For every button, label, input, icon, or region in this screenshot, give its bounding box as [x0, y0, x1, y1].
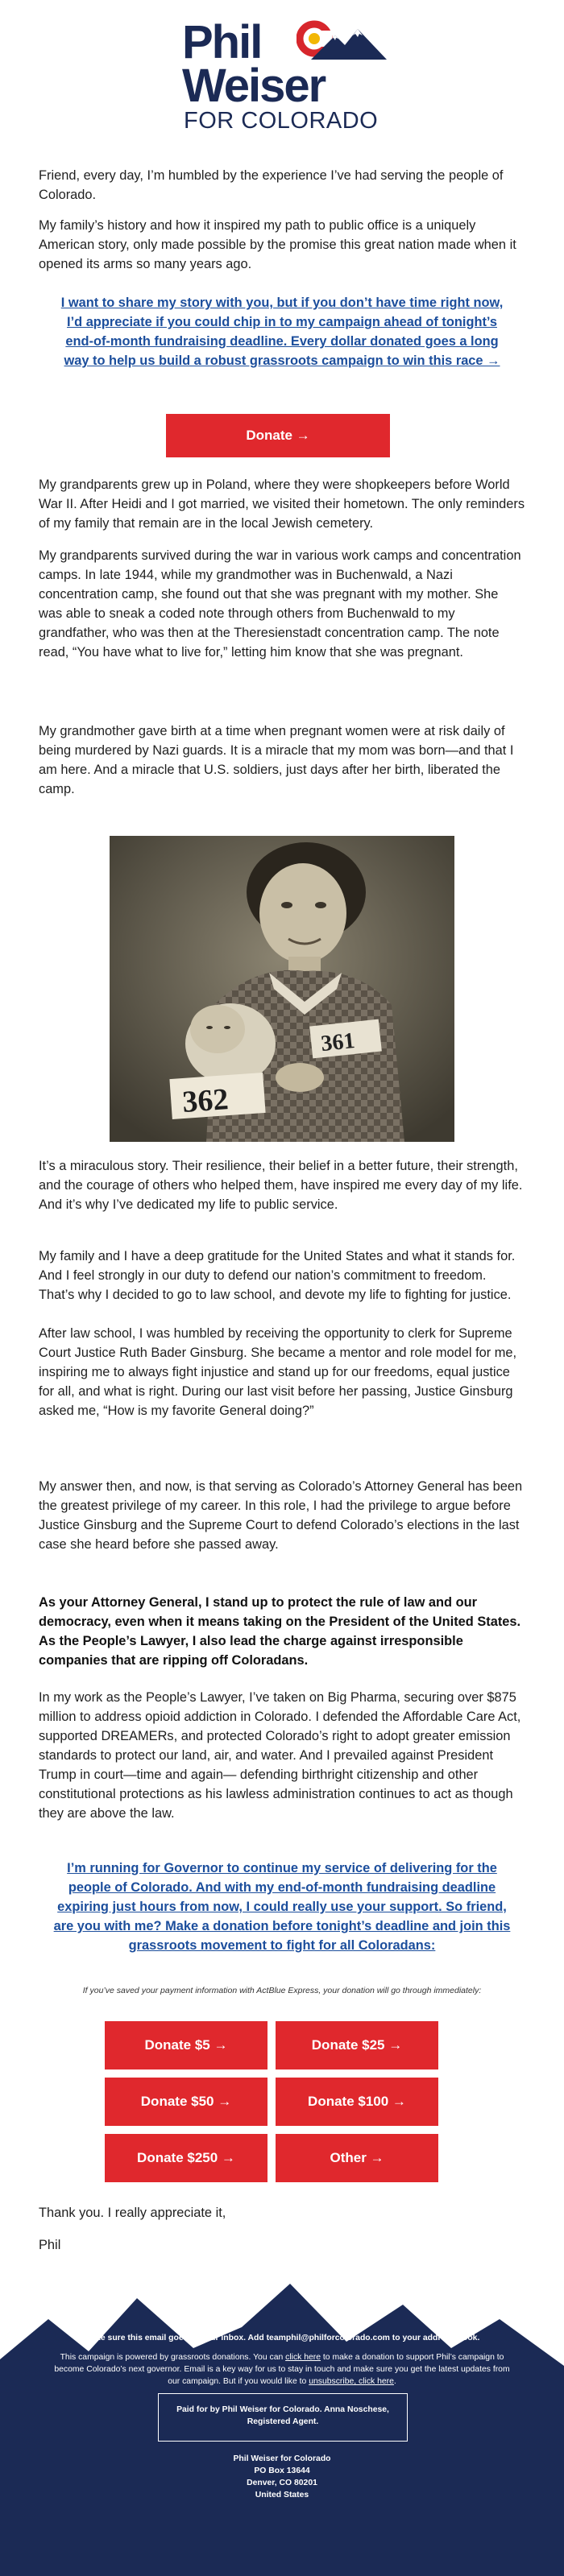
footer-unsubscribe-link[interactable]: unsubscribe, click here [309, 2377, 394, 2386]
photo-tag-top: 361 [319, 1028, 356, 1057]
footer-donate-link[interactable]: click here [285, 2353, 321, 2362]
story-paragraph-peoples-lawyer: In my work as the People’s Lawyer, I’ve taken on Big Pharma, securing over $875 million to address opioid addiction in Colorado. I defended the Affordable Care Act, supported DREAMERs, and protected Colorado’s right to adopt greater emission standards to protect our land, air, and water. And I prevailed against President Trump in court—time and again— defending birthright citizenship and other constitutional protections as his lawless administration continues to act as though they are above the law. [39, 1690, 521, 1821]
footer-address-line-2: PO Box 13644 [254, 2466, 310, 2475]
grandmother-and-baby-photo [110, 836, 454, 1142]
closing-thanks: Thank you. I really appreciate it, [39, 2206, 226, 2220]
donate-other-button[interactable]: Other → [276, 2134, 438, 2182]
donate-100-button[interactable]: Donate $100 → [276, 2078, 438, 2126]
actblue-express-note: If you’ve saved your payment information with ActBlue Express, your donation will go through immediately: [82, 1986, 482, 1995]
story-paragraph-camps: My grandparents survived during the war in various work camps and concentration camps. In late 1944, while my grandmother was in Buchenwald, a Nazi concentration camp, she found out that she was pregnant with my mother. She was able to sneak a coded note through others from Buchenwald to my grandfather, who was then at the Theresienstadt concentration camp. The note read, “You have what to live for,” letting him know that she was pregnant. [39, 548, 521, 660]
story-paragraph-resilience: It’s a miraculous story. Their resilience, their belief in a better future, their strength, and the courage of others who helped them, have inspired me every day of my life. And it’s why I’ve dedicated my life to public service. [39, 1159, 523, 1212]
footer-grassroots-paragraph [48, 2351, 516, 2388]
footer-grassroots-text-a: This campaign is powered by grassroots donations. You can [60, 2353, 286, 2362]
logo-line-for-colorado: FOR COLORADO [184, 108, 379, 134]
paid-for-disclaimer: Paid for by Phil Weiser for Colorado. Anna Noschese, Registered Agent. [176, 2405, 389, 2426]
governor-donation-link[interactable]: I’m running for Governor to continue my service of delivering for the people of Colorado. And with my end-of-month fundraising deadline expiring just hours from now, I could really use your support. So friend, are you with me? Make a donation before tonight’s deadline and join this grassroots movement to fight for all Coloradans: [53, 1861, 511, 1953]
donate-button[interactable]: Donate → [166, 414, 390, 457]
logo-line-phil: Phil [182, 16, 262, 68]
paid-for-disclaimer-box [158, 2393, 408, 2442]
footer-inbox-notice: Make sure this email goes to your inbox. Add teamphil@philforcolorado.com to your address book. [84, 2334, 480, 2342]
chip-in-link[interactable]: I want to share my story with you, but if you don’t have time right now, I’d appreciate if you could chip in to my campaign ahead of tonight’s end-of-month fundraising deadline. Every dollar donated goes a long way to help us build a robust grassroots campaign to win this race → [60, 296, 504, 368]
footer-grassroots-text-c: . [393, 2377, 396, 2386]
footer-address-line-3: Denver, CO 80201 [247, 2479, 317, 2487]
story-paragraph-attorney-general: My answer then, and now, is that serving as Colorado’s Attorney General has been the greatest privilege of my career. In this role, I had the privilege to argue before Justice Ginsburg and the Supreme Court to defend Colorado’s elections in the last case she heard before she passed away. [39, 1479, 523, 1552]
logo-line-weiser: Weiser [182, 60, 326, 112]
story-paragraph-birth: My grandmother gave birth at a time when pregnant women were at risk daily of being murdered by Nazi guards. It is a miracle that my mom was born—and that I am here. And a miracle that U.S. soldiers, just days after her birth, liberated the camp. [39, 724, 514, 796]
donate-5-button[interactable]: Donate $5 → [105, 2021, 267, 2069]
photo-tag-bottom: 362 [180, 1082, 230, 1120]
closing-signoff: Phil [39, 2238, 61, 2252]
footer-address-line-4: United States [255, 2491, 309, 2500]
intro-paragraph-1: Friend, every day, I’m humbled by the experience I’ve had serving the people of Colorado. [39, 168, 504, 202]
colorado-mountain-emblem-icon [297, 18, 393, 66]
footer-address-block [48, 2453, 516, 2501]
story-paragraph-bold-pledge: As your Attorney General, I stand up to protect the rule of law and our democracy, even when it means taking on the President of the United States. As the People’s Lawyer, I also lead the charge against irresponsible companies that are ripping off Coloradans. [39, 1595, 521, 1668]
footer-address-line-1: Phil Weiser for Colorado [233, 2454, 331, 2463]
family-historical-photo [110, 836, 454, 1142]
donate-250-button[interactable]: Donate $250 → [105, 2134, 267, 2182]
donate-25-button[interactable]: Donate $25 → [276, 2021, 438, 2069]
campaign-logo[interactable] [0, 13, 564, 142]
donate-50-button[interactable]: Donate $50 → [105, 2078, 267, 2126]
intro-paragraph-2: My family’s history and how it inspired my path to public office is a uniquely American story, only made possible by the promise this great nation made when it opened its arms so many years ago. [39, 218, 516, 271]
story-paragraph-grandparents: My grandparents grew up in Poland, where they were shopkeepers before World War II. After Heidi and I got married, we visited their hometown. The only reminders of my family that remain are in the local Jewish cemetery. [39, 478, 525, 531]
story-paragraph-gratitude: My family and I have a deep gratitude for the United States and what it stands for. And I feel strongly in our duty to defend our nation’s commitment to freedom. That’s why I decided to go to law school, and devote my life to fighting for justice. [39, 1249, 516, 1302]
footer-grassroots-text-b: to make a donation to support Phil’s campaign to become Colorado’s next governor. Email is a key way for us to stay in touch and make sure you get the latest updates from our campaign. But if you would like to [54, 2353, 510, 2386]
story-paragraph-clerkship: After law school, I was humbled by receiving the opportunity to clerk for Supreme Court Justice Ruth Bader Ginsburg. She became a mentor and role model for me, inspiring me to always fight injustice and stand up for our freedoms, equal justice for all, and what is right. During our last visit before her passing, Justice Ginsburg asked me, “How is my favorite General doing?” [39, 1326, 517, 1418]
